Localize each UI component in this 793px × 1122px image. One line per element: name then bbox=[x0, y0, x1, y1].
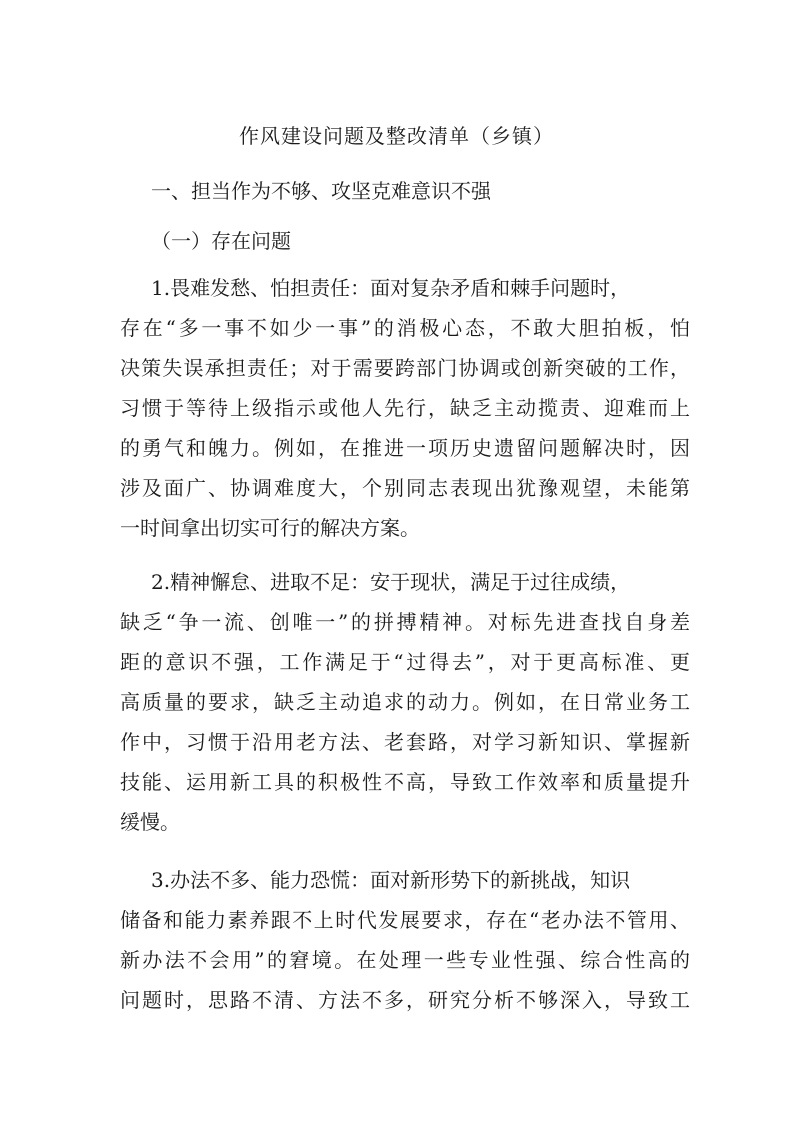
paragraph-line: 决策失误承担责任；对于需要跨部门协调或创新突破的工作， bbox=[120, 356, 690, 380]
paragraph-line: 缓慢。 bbox=[120, 810, 180, 834]
paragraph-line: 的勇气和魄力。例如，在推进一项历史遗留问题解决时，因 bbox=[120, 436, 690, 460]
paragraph-line: 涉及面广、协调难度大，个别同志表现出犹豫观望，未能第 bbox=[120, 476, 690, 500]
paragraph-line: 存在“多一事不如少一事”的消极心态，不敢大胆拍板，怕 bbox=[120, 316, 690, 340]
paragraph-line: 一时间拿出切实可行的解决方案。 bbox=[120, 516, 420, 540]
paragraph-line: 2.精神懈怠、进取不足：安于现状，满足于过往成绩， bbox=[151, 570, 631, 594]
paragraph-line: 缺乏“争一流、创唯一”的拼搏精神。对标先进查找自身差 bbox=[120, 610, 690, 634]
paragraph-line: 习惯于等待上级指示或他人先行，缺乏主动揽责、迎难而上 bbox=[120, 396, 690, 420]
paragraph-1 bbox=[120, 268, 690, 548]
paragraph-3 bbox=[120, 860, 690, 1020]
paragraph-line: 新办法不会用”的窘境。在处理一些专业性强、综合性高的 bbox=[120, 948, 690, 972]
paragraph-2 bbox=[120, 562, 690, 842]
document-title: 作风建设问题及整改清单（乡镇） bbox=[239, 124, 554, 148]
subsection-heading: （一）存在问题 bbox=[151, 229, 291, 253]
paragraph-line: 距的意识不强，工作满足于“过得去”，对于更高标准、更 bbox=[120, 650, 690, 674]
paragraph-line: 3.办法不多、能力恐慌：面对新形势下的新挑战，知识 bbox=[151, 868, 631, 892]
paragraph-line: 问题时，思路不清、方法不多，研究分析不够深入，导致工 bbox=[120, 988, 690, 1012]
paragraph-line: 技能、运用新工具的积极性不高，导致工作效率和质量提升 bbox=[120, 770, 690, 794]
paragraph-line: 高质量的要求，缺乏主动追求的动力。例如，在日常业务工 bbox=[120, 690, 690, 714]
section-heading: 一、担当作为不够、攻坚克难意识不强 bbox=[151, 179, 491, 203]
paragraph-line: 储备和能力素养跟不上时代发展要求，存在“老办法不管用、 bbox=[120, 908, 690, 932]
paragraph-line: 作中，习惯于沿用老方法、老套路，对学习新知识、掌握新 bbox=[120, 730, 690, 754]
paragraph-line: 1.畏难发愁、怕担责任：面对复杂矛盾和棘手问题时， bbox=[151, 276, 631, 300]
